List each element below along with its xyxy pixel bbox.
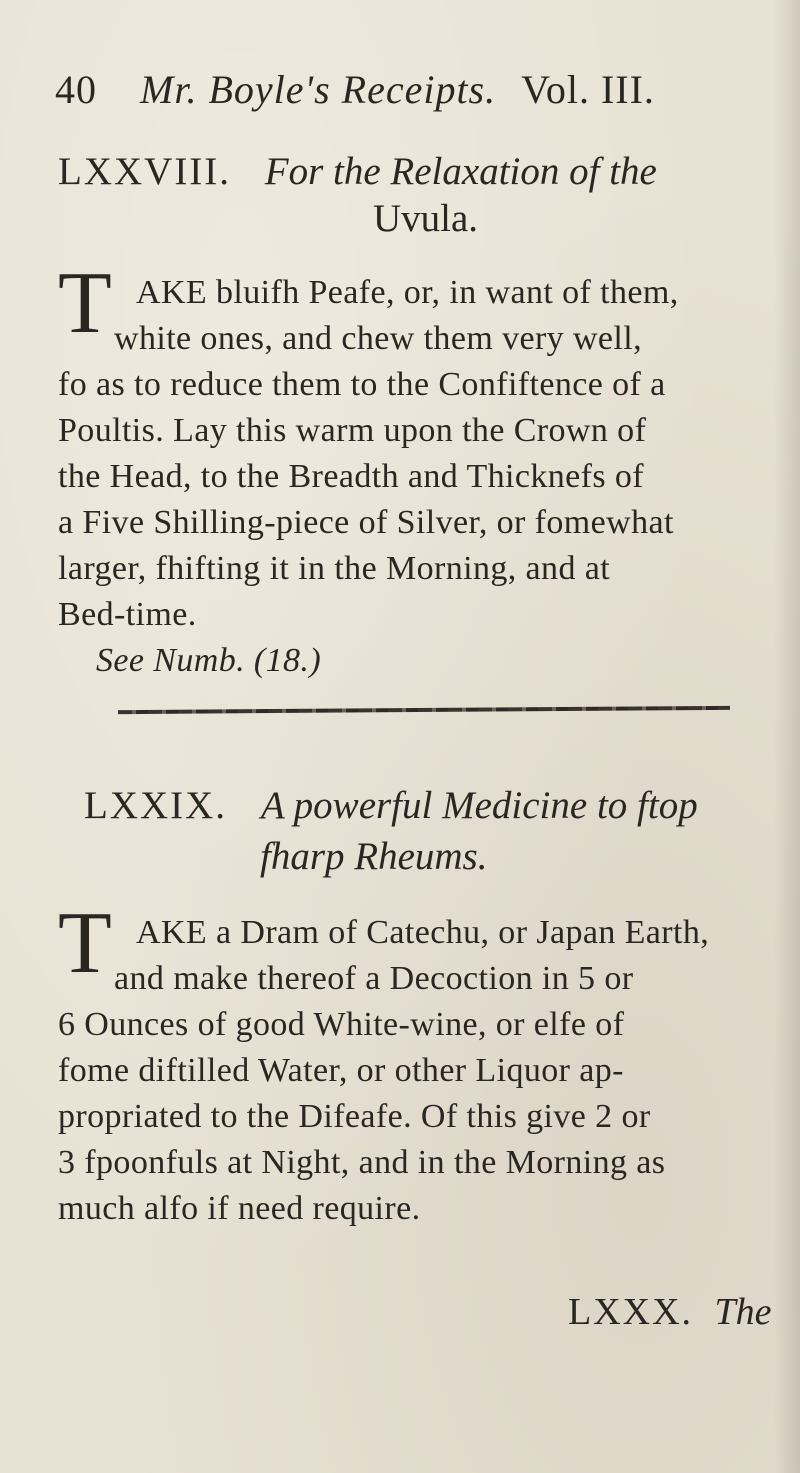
text-line: white ones, and chew them very well, [114,320,643,357]
text-line: 6 Ounces of good White-wine, or elfe of [58,1006,625,1043]
entry-number: LXXIX. [84,784,228,827]
entry-title-continued: Uvula. [373,197,479,240]
text-line: 3 fpoonfuls at Night, and in the Morning as [58,1144,666,1181]
text-line: propriated to the Difeafe. Of this give 2 or [58,1098,651,1135]
catchword-number: LXXX. [568,1291,694,1333]
book-title: Mr. Boyle's Receipts. [140,67,497,112]
text-line: AKE a Dram of Catechu, or Japan Earth, [136,914,710,951]
text-line: AKE bluifh Peafe, or, in want of them, [136,274,679,311]
text-line: fo as to reduce them to the Confiftence of a [58,366,666,403]
text-line: the Head, to the Breadth and Thicknefs of [58,458,645,495]
catchword [568,1290,772,1334]
entry-heading [58,152,758,191]
text-line: and make thereof a Decoction in 5 or [114,960,634,997]
running-head [55,66,755,113]
drop-cap: T [58,895,112,992]
text-line: much alfo if need require. [58,1190,421,1227]
entry-number: LXXVIII. [58,150,232,193]
volume-label: Vol. III. [521,67,655,112]
page-number: 40 [55,67,97,112]
text-line: Poultis. Lay this warm upon the Crown of [58,412,647,449]
entry-heading [84,786,784,825]
text-line: Bed-time. [58,596,197,633]
entry-title: A powerful Medicine to ftop [260,784,698,827]
catchword-next: The [714,1291,772,1333]
text-line: larger, fhifting it in the Morning, and at [58,550,611,587]
text-line: fome diftilled Water, or other Liquor ap- [58,1052,624,1089]
entry-title: For the Relaxation of the [264,150,657,193]
drop-cap: T [58,255,112,352]
entry-title-continued: fharp Rheums. [260,835,488,878]
cross-reference: See Numb. (18.) [96,642,322,679]
section-rule [118,706,730,714]
text-line: a Five Shilling-piece of Silver, or fomewhat [58,504,674,541]
